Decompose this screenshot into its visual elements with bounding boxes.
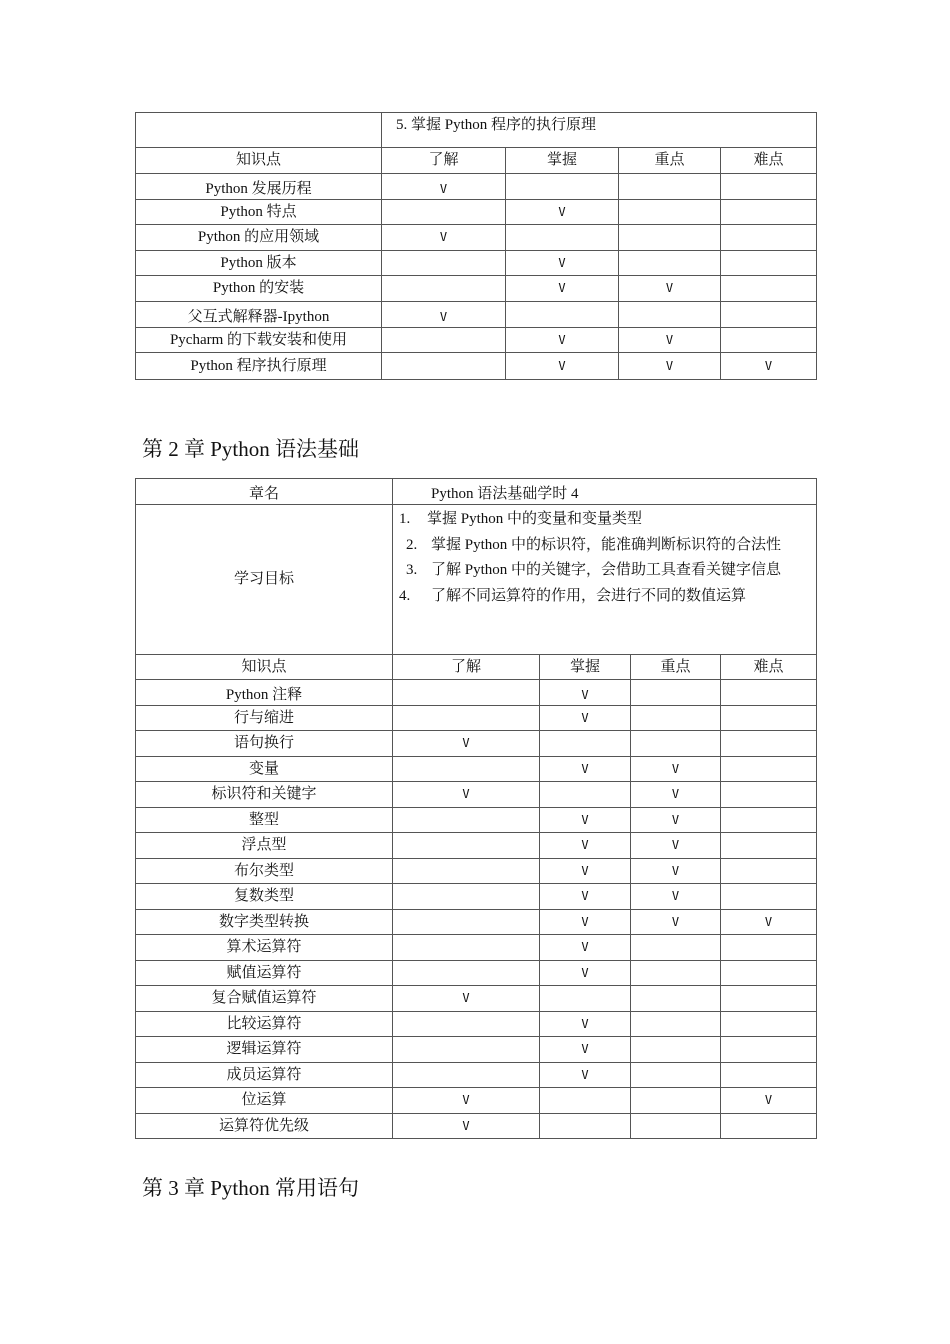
goals-label: 学习目标: [136, 505, 393, 655]
goals-cell: [393, 505, 817, 655]
table-row: [136, 757, 817, 782]
key-cell: V: [619, 328, 721, 353]
difficult-cell: [721, 200, 817, 225]
difficult-cell: [721, 986, 817, 1012]
key-cell: [631, 680, 721, 706]
header-key: 重点: [631, 655, 721, 680]
table-row: [136, 935, 817, 961]
chapter-name-label: 章名: [136, 479, 393, 505]
master-cell: V: [540, 884, 631, 910]
difficult-cell: V: [721, 1088, 817, 1114]
chapter1-knowledge-table: [135, 112, 817, 380]
key-cell: V: [631, 782, 721, 808]
table-row: [136, 782, 817, 808]
table-row: [136, 859, 817, 884]
master-cell: V: [506, 251, 619, 276]
master-cell: V: [540, 1037, 631, 1063]
table-row: [136, 302, 817, 328]
key-cell: [631, 961, 721, 986]
table-row: [136, 328, 817, 353]
understand-cell: [393, 961, 540, 986]
goal-number: 2.: [406, 536, 418, 553]
understand-cell: [393, 935, 540, 961]
objective-text: 5. 掌握 Python 程序的执行原理: [382, 113, 817, 148]
topic-cell: Python 发展历程: [136, 174, 382, 200]
understand-cell: [393, 859, 540, 884]
topic-cell: 算术运算符: [136, 935, 393, 961]
master-cell: [540, 731, 631, 757]
understand-cell: V: [393, 782, 540, 808]
master-cell: [540, 1088, 631, 1114]
understand-cell: [382, 200, 506, 225]
table-row: [136, 961, 817, 986]
difficult-cell: [721, 328, 817, 353]
difficult-cell: [721, 1063, 817, 1088]
understand-cell: [382, 276, 506, 302]
master-cell: [506, 174, 619, 200]
topic-cell: 复数类型: [136, 884, 393, 910]
topic-cell: 浮点型: [136, 833, 393, 859]
master-cell: V: [540, 1012, 631, 1037]
difficult-cell: [721, 1037, 817, 1063]
goals-list: [393, 507, 816, 609]
table-row: [136, 1012, 817, 1037]
topic-cell: 变量: [136, 757, 393, 782]
master-cell: V: [540, 757, 631, 782]
header-difficult: 难点: [721, 148, 817, 174]
table-row: [136, 1063, 817, 1088]
master-cell: V: [506, 328, 619, 353]
difficult-cell: V: [721, 353, 817, 380]
table-row: [136, 200, 817, 225]
table-row: [136, 680, 817, 706]
master-cell: V: [506, 200, 619, 225]
topic-cell: 逻辑运算符: [136, 1037, 393, 1063]
objective-row: [136, 113, 817, 148]
topic-cell: 赋值运算符: [136, 961, 393, 986]
understand-cell: [393, 808, 540, 833]
key-cell: [619, 200, 721, 225]
understand-cell: V: [393, 731, 540, 757]
header-understand: 了解: [382, 148, 506, 174]
master-cell: V: [506, 276, 619, 302]
difficult-cell: [721, 757, 817, 782]
master-cell: V: [540, 859, 631, 884]
topic-cell: 位运算: [136, 1088, 393, 1114]
master-cell: [506, 225, 619, 251]
difficult-cell: [721, 731, 817, 757]
key-cell: V: [631, 833, 721, 859]
goal-number: 3.: [406, 562, 418, 578]
goal-item: [393, 507, 816, 533]
key-cell: V: [619, 276, 721, 302]
goals-row: [136, 505, 817, 655]
understand-cell: [393, 833, 540, 859]
key-cell: [631, 986, 721, 1012]
understand-cell: V: [382, 225, 506, 251]
topic-cell: 运算符优先级: [136, 1114, 393, 1139]
table-row: [136, 1037, 817, 1063]
key-cell: [619, 251, 721, 276]
understand-cell: V: [382, 302, 506, 328]
topic-cell: 语句换行: [136, 731, 393, 757]
table-row: [136, 731, 817, 757]
key-cell: [631, 1114, 721, 1139]
topic-cell: 复合赋值运算符: [136, 986, 393, 1012]
difficult-cell: [721, 833, 817, 859]
table-row: [136, 808, 817, 833]
chapter-name-value: Python 语法基础学时 4: [393, 479, 817, 505]
understand-cell: V: [393, 1114, 540, 1139]
header-knowledge-point: 知识点: [136, 148, 382, 174]
key-cell: V: [631, 859, 721, 884]
topic-cell: 整型: [136, 808, 393, 833]
goal-item: [393, 533, 816, 559]
key-cell: [631, 1037, 721, 1063]
chapter-name-row: [136, 479, 817, 505]
master-cell: [540, 1114, 631, 1139]
difficult-cell: [721, 782, 817, 808]
master-cell: [506, 302, 619, 328]
topic-cell: 父互式解释器-Ipython: [136, 302, 382, 328]
understand-cell: [382, 328, 506, 353]
master-cell: V: [540, 961, 631, 986]
topic-cell: Python 特点: [136, 200, 382, 225]
table-row: [136, 986, 817, 1012]
key-cell: V: [619, 353, 721, 380]
difficult-cell: [721, 1012, 817, 1037]
understand-cell: [393, 757, 540, 782]
topic-cell: 布尔类型: [136, 859, 393, 884]
topic-cell: 成员运算符: [136, 1063, 393, 1088]
topic-cell: Python 版本: [136, 251, 382, 276]
understand-cell: [393, 910, 540, 935]
difficult-cell: [721, 251, 817, 276]
master-cell: V: [540, 935, 631, 961]
key-cell: [631, 1012, 721, 1037]
understand-cell: V: [393, 986, 540, 1012]
topic-cell: 比较运算符: [136, 1012, 393, 1037]
master-cell: V: [540, 808, 631, 833]
difficult-cell: V: [721, 910, 817, 935]
difficult-cell: [721, 859, 817, 884]
chapter2-knowledge-table: [135, 478, 817, 1139]
goal-text: 掌握 Python 中的标识符，能准确判断标识符的合法性: [431, 536, 782, 553]
master-cell: V: [540, 833, 631, 859]
key-cell: [631, 1063, 721, 1088]
difficult-cell: [721, 680, 817, 706]
master-cell: V: [506, 353, 619, 380]
key-cell: [619, 174, 721, 200]
understand-cell: [393, 706, 540, 731]
table-row: [136, 251, 817, 276]
master-cell: V: [540, 680, 631, 706]
table-row: [136, 276, 817, 302]
master-cell: [540, 986, 631, 1012]
understand-cell: [382, 251, 506, 276]
table-row: [136, 706, 817, 731]
header-row: [136, 148, 817, 174]
goal-number: 1.: [399, 511, 411, 527]
key-cell: [631, 731, 721, 757]
header-understand: 了解: [393, 655, 540, 680]
chapter2-heading: 第 2 章 Python 语法基础: [142, 437, 360, 461]
master-cell: V: [540, 910, 631, 935]
difficult-cell: [721, 706, 817, 731]
understand-cell: [393, 680, 540, 706]
understand-cell: V: [393, 1088, 540, 1114]
key-cell: [619, 225, 721, 251]
understand-cell: V: [382, 174, 506, 200]
table-row: [136, 353, 817, 380]
goal-text: 掌握 Python 中的变量和变量类型: [427, 511, 643, 527]
topic-cell: Python 注释: [136, 680, 393, 706]
difficult-cell: [721, 961, 817, 986]
header-row: [136, 655, 817, 680]
header-master: 掌握: [506, 148, 619, 174]
chapter3-heading: 第 3 章 Python 常用语句: [142, 1176, 360, 1200]
difficult-cell: [721, 174, 817, 200]
header-difficult: 难点: [721, 655, 817, 680]
table-row: [136, 910, 817, 935]
topic-cell: 数字类型转换: [136, 910, 393, 935]
understand-cell: [393, 1012, 540, 1037]
header-key: 重点: [619, 148, 721, 174]
topic-cell: Python 的应用领域: [136, 225, 382, 251]
difficult-cell: [721, 276, 817, 302]
key-cell: V: [631, 757, 721, 782]
key-cell: V: [631, 910, 721, 935]
key-cell: V: [631, 808, 721, 833]
goal-text: 了解不同运算符的作用，会进行不同的数值运算: [431, 587, 747, 604]
goal-item: [393, 558, 816, 584]
difficult-cell: [721, 935, 817, 961]
objective-label-cell: [136, 113, 382, 148]
difficult-cell: [721, 302, 817, 328]
master-cell: V: [540, 706, 631, 731]
key-cell: [631, 935, 721, 961]
table-row: [136, 174, 817, 200]
master-cell: V: [540, 1063, 631, 1088]
difficult-cell: [721, 1114, 817, 1139]
key-cell: [619, 302, 721, 328]
table-row: [136, 225, 817, 251]
topic-cell: 标识符和关键字: [136, 782, 393, 808]
goal-number: 4.: [399, 587, 411, 604]
table-row: [136, 1088, 817, 1114]
understand-cell: [393, 884, 540, 910]
key-cell: [631, 1088, 721, 1114]
difficult-cell: [721, 884, 817, 910]
goal-item: [393, 584, 816, 610]
difficult-cell: [721, 225, 817, 251]
topic-cell: Pycharm 的下载安装和使用: [136, 328, 382, 353]
topic-cell: Python 的安装: [136, 276, 382, 302]
understand-cell: [382, 353, 506, 380]
table-row: [136, 884, 817, 910]
goal-text: 了解 Python 中的关键字，会借助工具查看关键字信息: [431, 562, 782, 578]
difficult-cell: [721, 808, 817, 833]
table-row: [136, 1114, 817, 1139]
key-cell: V: [631, 884, 721, 910]
understand-cell: [393, 1063, 540, 1088]
topic-cell: 行与缩进: [136, 706, 393, 731]
understand-cell: [393, 1037, 540, 1063]
table-row: [136, 833, 817, 859]
master-cell: [540, 782, 631, 808]
header-knowledge-point: 知识点: [136, 655, 393, 680]
topic-cell: Python 程序执行原理: [136, 353, 382, 380]
key-cell: [631, 706, 721, 731]
header-master: 掌握: [540, 655, 631, 680]
